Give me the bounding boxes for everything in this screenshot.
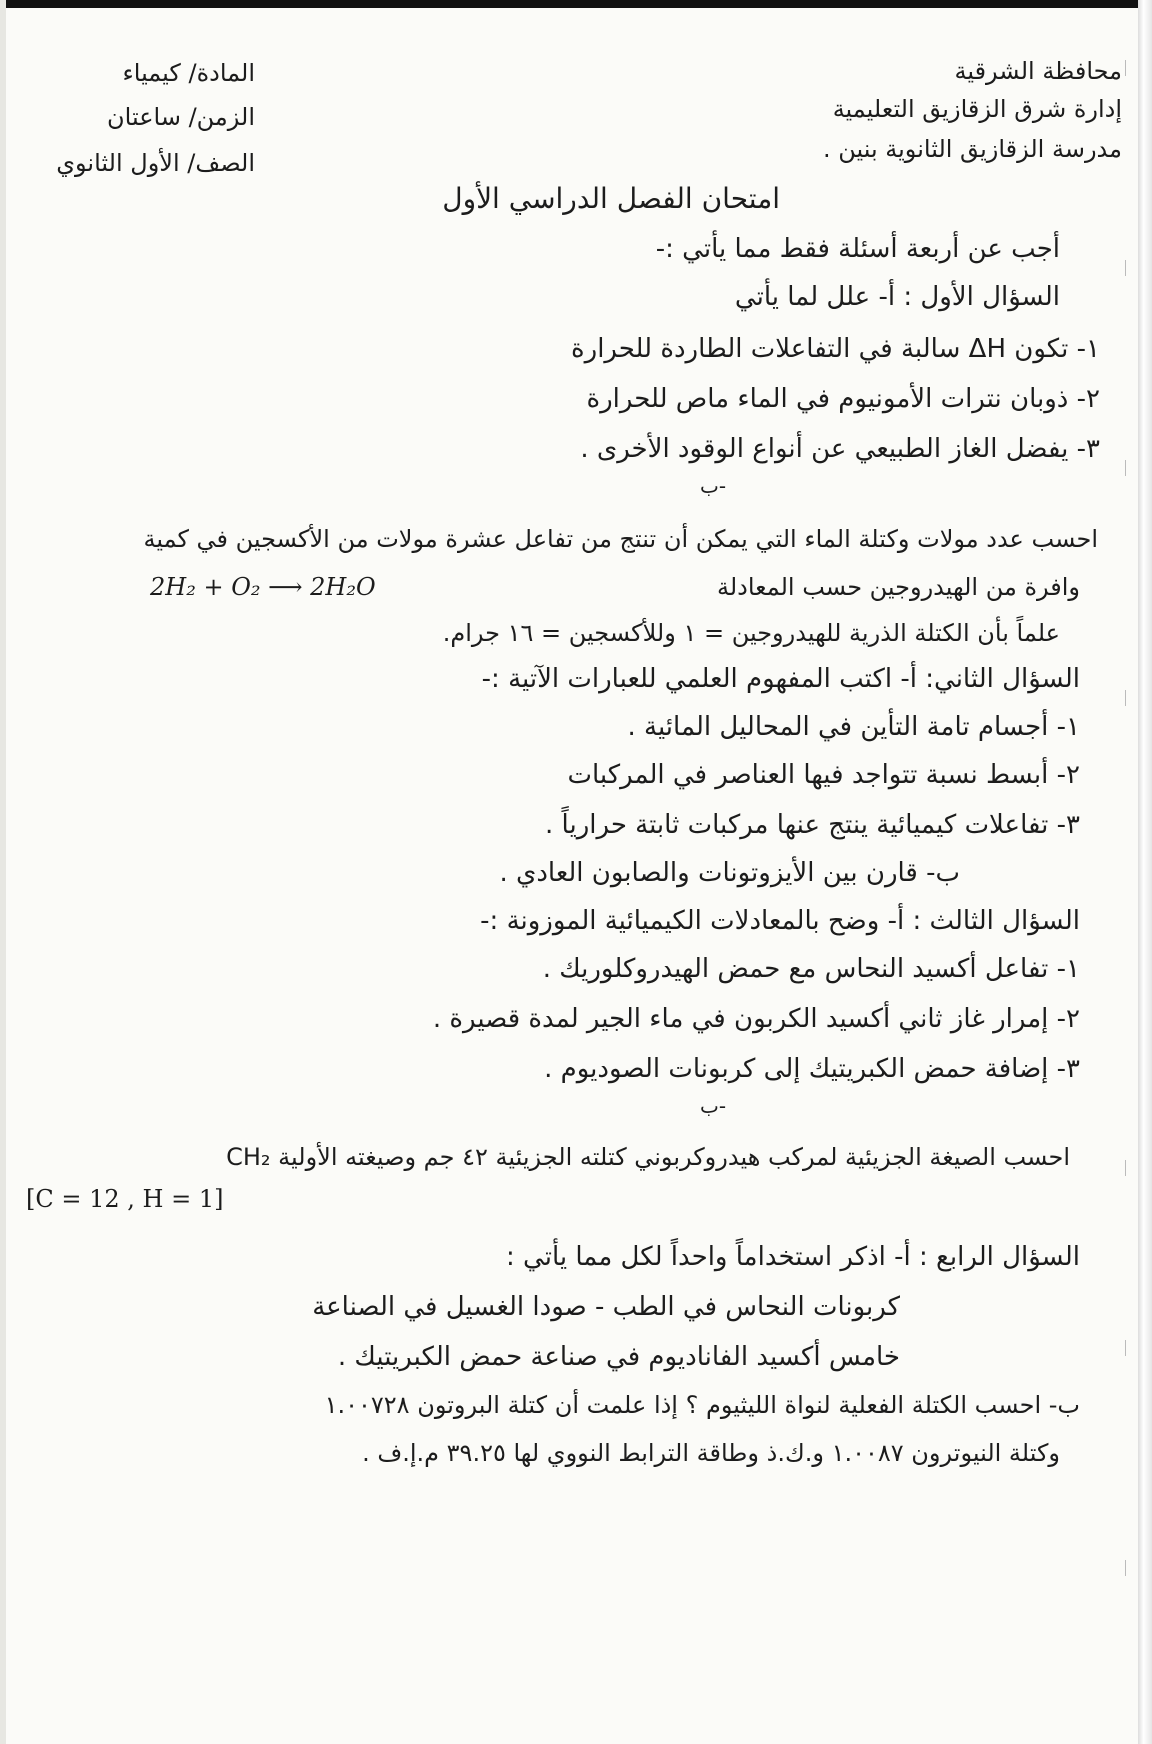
q3-b-line1: احسب الصيغة الجزيئية لمركب هيدروكربوني كتلته الجزيئية ٤٢ جم وصيغته الأولية CH₂ [226, 1143, 1070, 1171]
q3-item-1: ١- تفاعل أكسيد النحاس مع حمض الهيدروكلوريك . [542, 954, 1080, 984]
scan-left-edge [0, 0, 6, 1744]
scan-right-edge [1138, 0, 1152, 1744]
q3-item-3: ٣- إضافة حمض الكبريتيك إلى كربونات الصوديوم . [544, 1054, 1080, 1084]
q4-heading: السؤال الرابع : أ- اذكر استخداماً واحداً لكل مما يأتي : [506, 1242, 1080, 1272]
q1-b-line2: وافرة من الهيدروجين حسب المعادلة [716, 573, 1080, 601]
duration: الزمن/ ساعتان [107, 103, 255, 131]
scan-top-edge [0, 0, 1152, 8]
q4-item-1: كربونات النحاس في الطب - صودا الغسيل في الصناعة [312, 1292, 900, 1322]
q1-b-line3: علماً بأن الكتلة الذرية للهيدروجين = ١ وللأكسجين = ١٦ جرام. [442, 619, 1060, 647]
q4-b-line2: وكتلة النيوترون ١.٠٠٨٧ و.ك.ذ وطاقة الترابط النووي لها ٣٩.٢٥ م.إ.ف . [362, 1439, 1060, 1467]
binder-marks [1124, 0, 1134, 1744]
grade: الصف/ الأول الثانوي [56, 149, 255, 177]
q2-heading: السؤال الثاني: أ- اكتب المفهوم العلمي للعبارات الآتية :- [481, 664, 1080, 694]
q1-heading: السؤال الأول : أ- علل لما يأتي [734, 282, 1060, 312]
q2-item-1: ١- أجسام تامة التأين في المحاليل المائية . [627, 712, 1080, 742]
instruction: أجب عن أربعة أسئلة فقط مما يأتي :- [655, 234, 1060, 264]
q1-item-3: ٣- يفضل الغاز الطبيعي عن أنواع الوقود الأخرى . [580, 434, 1100, 464]
q1-item-1: ١- تكون ΔH سالبة في التفاعلات الطاردة للحرارة [571, 334, 1100, 364]
q1-part-b-marker: ب- [700, 474, 727, 498]
q2-part-b: ب- قارن بين الأيزوتونات والصابون العادي . [499, 858, 960, 888]
q1-equation: 2H₂ + O₂ ⟶ 2H₂O [150, 573, 376, 601]
governorate: محافظة الشرقية [954, 57, 1122, 85]
q3-heading: السؤال الثالث : أ- وضح بالمعادلات الكيميائية الموزونة :- [480, 906, 1080, 936]
q1-b-line1: احسب عدد مولات وكتلة الماء التي يمكن أن تنتج من تفاعل عشرة مولات من الأكسجين في كمية [143, 525, 1098, 553]
q1-item-2: ٢- ذوبان نترات الأمونيوم في الماء ماص للحرارة [586, 384, 1100, 414]
administration: إدارة شرق الزقازيق التعليمية [832, 95, 1122, 123]
q4-b-line1: ب- احسب الكتلة الفعلية لنواة الليثيوم ؟ إذا علمت أن كتلة البروتون ١.٠٠٧٢٨ [324, 1391, 1080, 1419]
q2-item-2: ٢- أبسط نسبة تتواجد فيها العناصر في المركبات [567, 760, 1080, 790]
q2-item-3: ٣- تفاعلات كيميائية ينتج عنها مركبات ثابتة حرارياً . [545, 810, 1080, 840]
q4-item-2: خامس أكسيد الفاناديوم في صناعة حمض الكبريتيك . [337, 1342, 900, 1372]
q3-b-atomic-masses: [C = 12 , H = 1] [26, 1185, 224, 1213]
school-name: مدرسة الزقازيق الثانوية بنين . [822, 135, 1122, 163]
subject: المادة/ كيمياء [122, 59, 255, 87]
q3-part-b-marker: ب- [700, 1094, 727, 1118]
exam-title: امتحان الفصل الدراسي الأول [442, 182, 780, 215]
q3-item-2: ٢- إمرار غاز ثاني أكسيد الكربون في ماء الجير لمدة قصيرة . [432, 1004, 1080, 1034]
